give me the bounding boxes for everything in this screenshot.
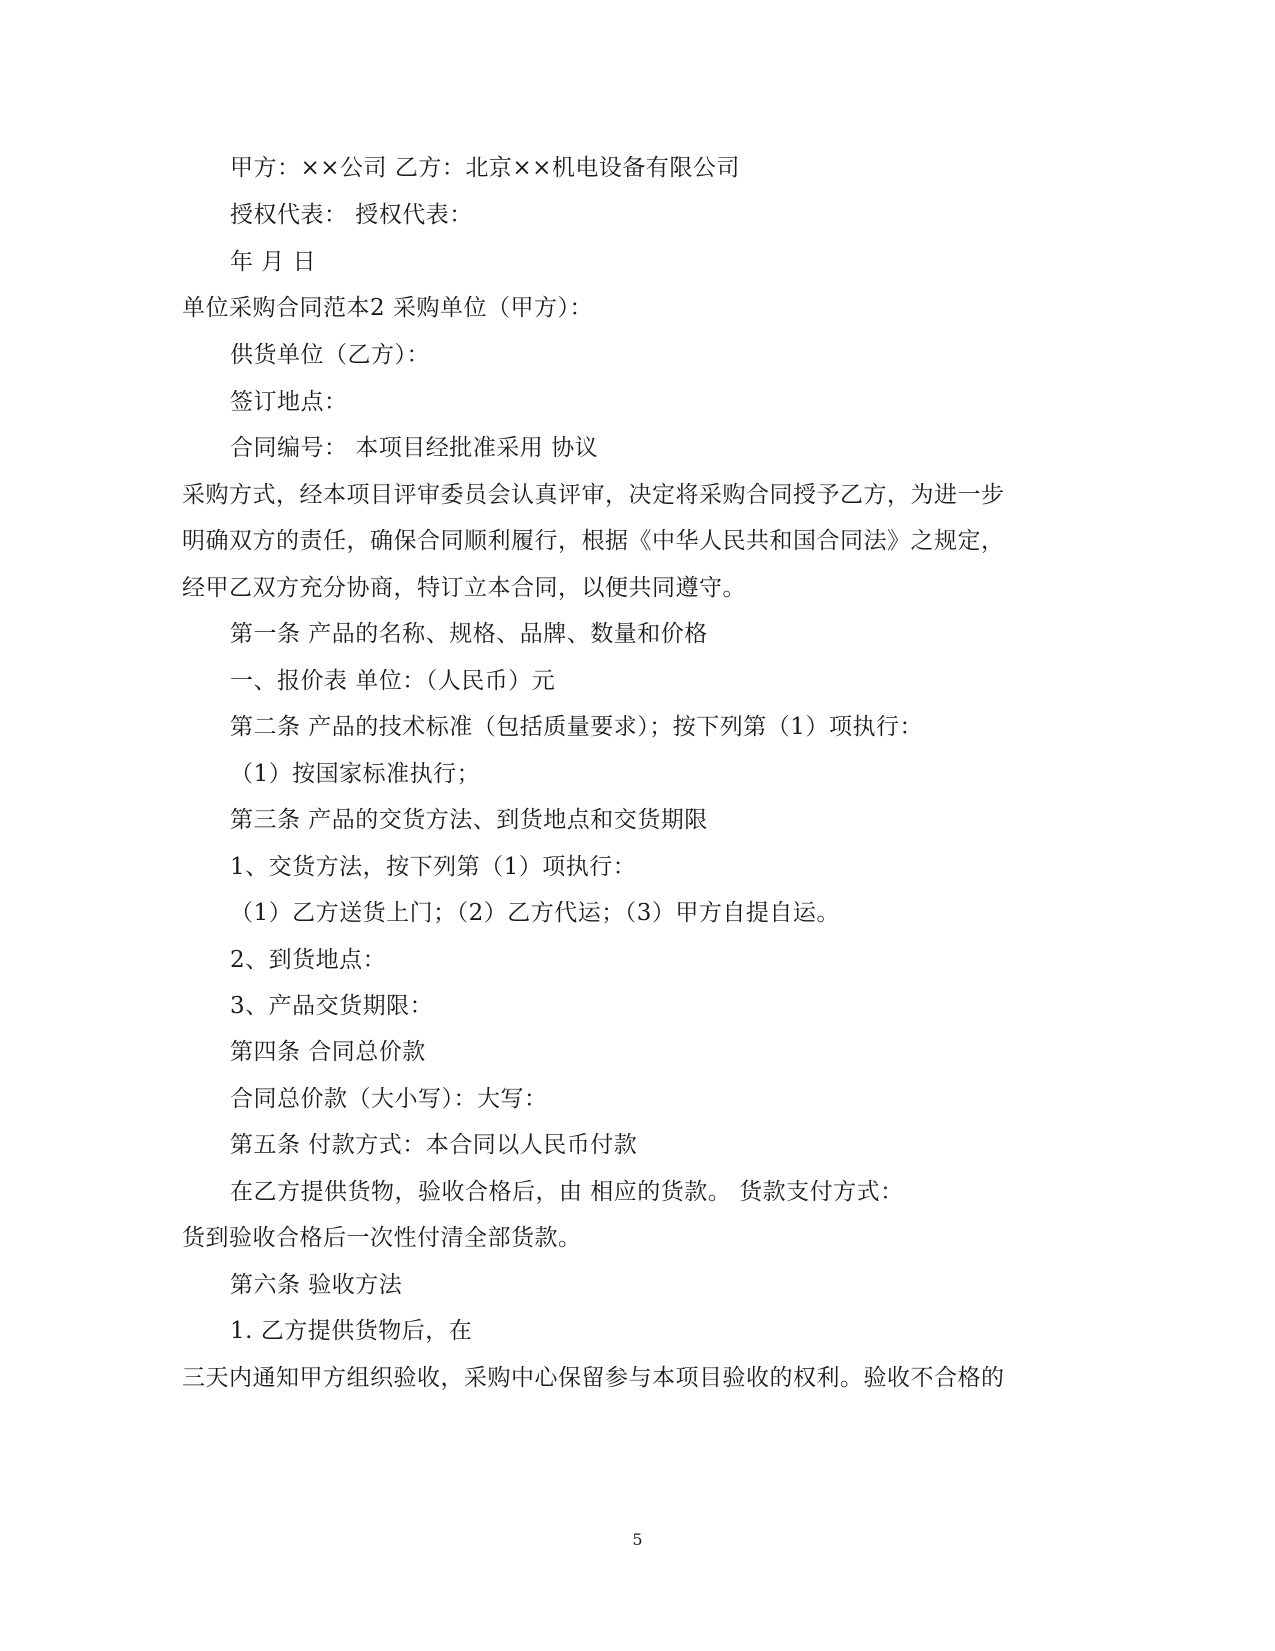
article-heading: 第二条 产品的技术标准（包括质量要求）；按下列第（1）项执行： [230,714,923,740]
list-item: （1）乙方送货上门；（2）乙方代运；（3）甲方自提自运。 [230,900,840,926]
body-paragraph-line: 经甲乙双方充分协商，特订立本合同，以便共同遵守。 [182,575,746,601]
party-line: 甲方：××公司 乙方：北京××机电设备有限公司 [230,155,740,181]
list-item: 1. 乙方提供货物后，在 [230,1318,473,1344]
body-paragraph-line: 采购方式，经本项目评审委员会认真评审，决定将采购合同授予乙方，为进一步 [182,482,1005,508]
article-heading: 第六条 验收方法 [230,1272,403,1298]
body-paragraph-line: 货到验收合格后一次性付清全部货款。 [182,1225,582,1251]
supplier-line: 供货单位（乙方）： [230,342,430,368]
article-heading: 第五条 付款方式：本合同以人民币付款 [230,1132,638,1158]
signing-place-line: 签订地点： [230,389,348,415]
article-heading: 第三条 产品的交货方法、到货地点和交货期限 [230,807,708,833]
article-heading: 第四条 合同总价款 [230,1039,426,1065]
total-price-line: 合同总价款（大小写）：大写： [230,1086,548,1112]
quote-table-line: 一、报价表 单位：（人民币）元 [230,668,556,694]
page-number: 5 [632,1530,643,1549]
list-item: 1、交货方法，按下列第（1）项执行： [230,854,637,880]
representative-line: 授权代表： 授权代表： [230,202,473,228]
list-item: 3、产品交货期限： [230,993,434,1019]
body-paragraph-line: 三天内通知甲方组织验收，采购中心保留参与本项目验收的权利。验收不合格的 [182,1365,1005,1391]
date-line: 年 月 日 [230,249,317,275]
contract-title-line: 单位采购合同范本2 采购单位（甲方）： [182,295,593,321]
article-heading: 第一条 产品的名称、规格、品牌、数量和价格 [230,621,708,647]
body-paragraph-line: 在乙方提供货物，验收合格后，由 相应的货款。 货款支付方式： [230,1179,904,1205]
list-item: （1）按国家标准执行； [230,761,481,787]
body-paragraph-line: 明确双方的责任，确保合同顺利履行，根据《中华人民共和国合同法》之规定， [182,528,1005,554]
list-item: 2、到货地点： [230,947,387,973]
contract-number-line: 合同编号： 本项目经批准采用 协议 [230,435,599,461]
